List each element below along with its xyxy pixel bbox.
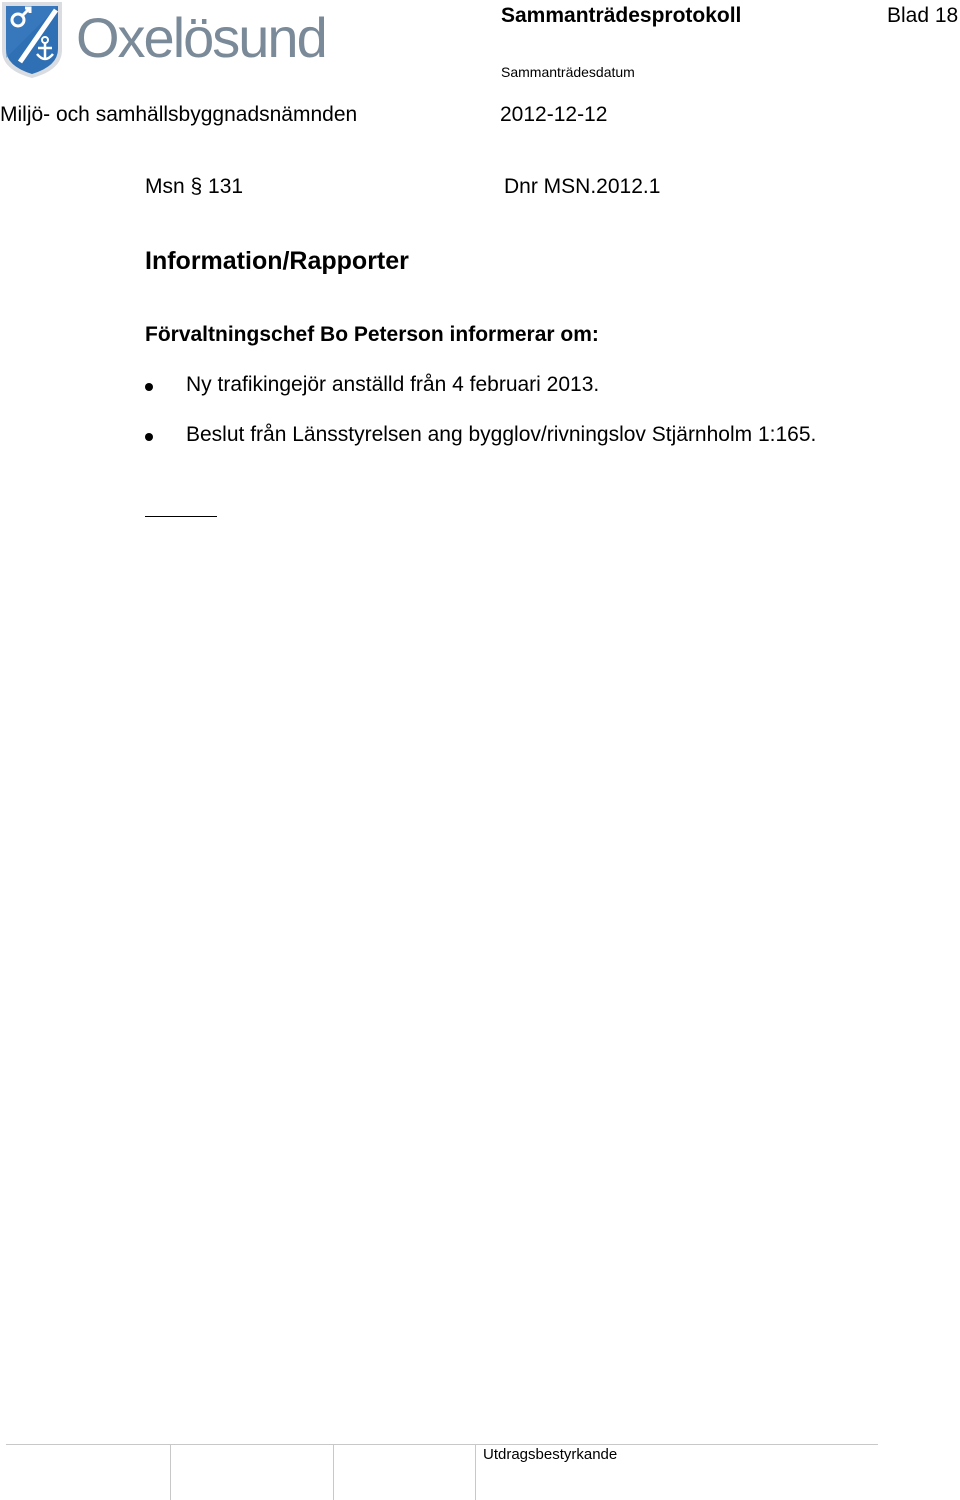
meeting-date: 2012-12-12	[500, 103, 608, 126]
section-heading: Information/Rapporter	[145, 247, 409, 275]
bullet-icon	[145, 383, 153, 391]
list-item-text: Beslut från Länsstyrelsen ang bygglov/rivningslov Stjärnholm 1:165.	[186, 423, 817, 446]
municipal-coat-of-arms-icon	[0, 0, 64, 80]
signature-cell-divider	[475, 1445, 476, 1500]
footer-divider	[6, 1444, 878, 1445]
signature-cell-divider	[333, 1445, 334, 1500]
sheet-number: Blad 18	[887, 4, 959, 27]
municipality-wordmark: Oxelösund	[76, 6, 326, 69]
case-registration-number: Dnr MSN.2012.1	[504, 175, 661, 198]
section-end-rule	[145, 516, 217, 517]
document-type-title: Sammanträdesprotokoll	[501, 4, 742, 27]
list-item-text: Ny trafikingejör anställd från 4 februari 2013.	[186, 373, 600, 396]
meeting-date-label: Sammanträdesdatum	[501, 64, 635, 80]
case-paragraph-number: Msn § 131	[145, 175, 244, 198]
signature-cell-divider	[170, 1445, 171, 1500]
certification-label: Utdragsbestyrkande	[483, 1446, 618, 1463]
lead-paragraph: Förvaltningschef Bo Peterson informerar om:	[145, 323, 599, 346]
committee-name: Miljö- och samhällsbyggnadsnämnden	[0, 103, 358, 126]
bullet-icon	[145, 433, 153, 441]
